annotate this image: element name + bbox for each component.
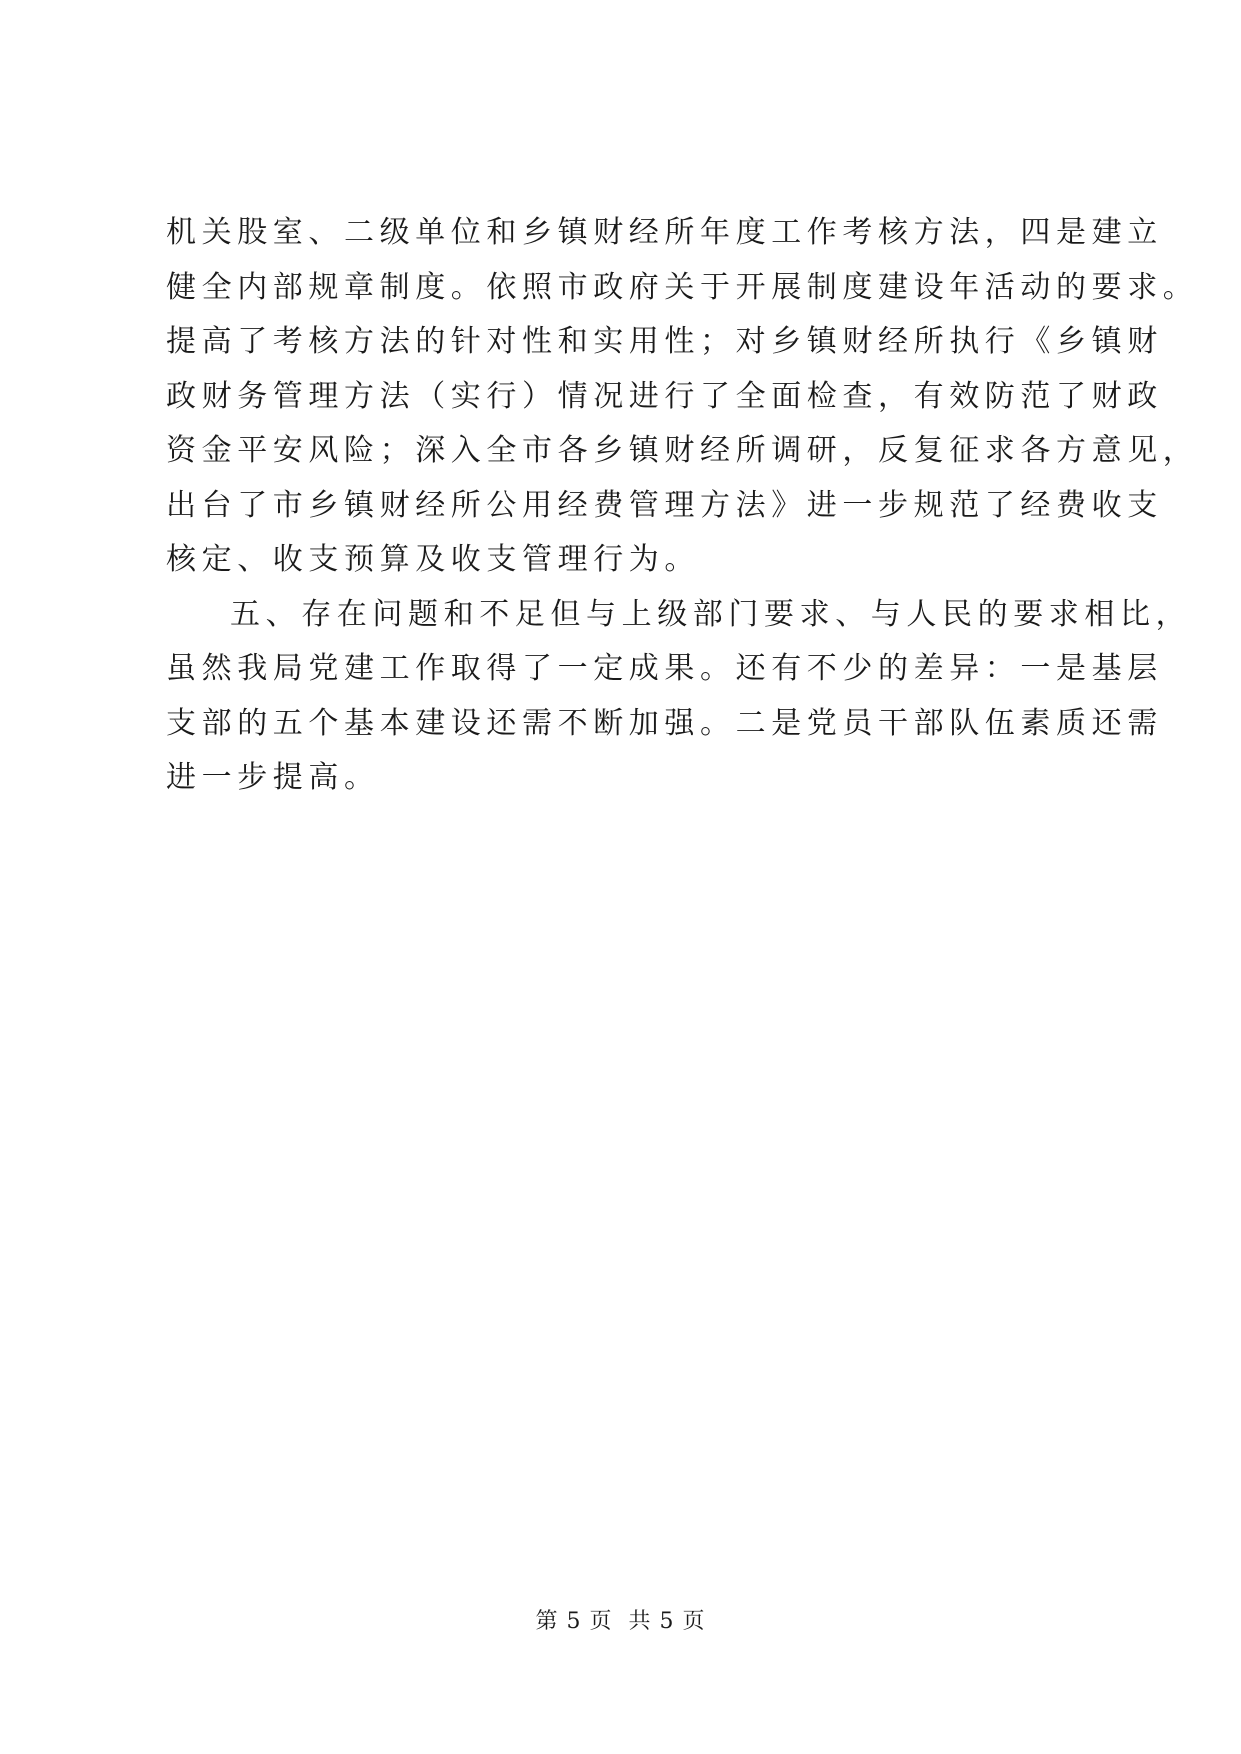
document-body [166, 206, 1199, 806]
text-line: 支部的五个基本建设还需不断加强。二是党员干部队伍素质还需 [166, 705, 1163, 741]
paragraph-1 [166, 206, 1199, 588]
page-number-footer: 第 5 页 共 5 页 [535, 1609, 706, 1634]
text-line: 资金平安风险；深入全市各乡镇财经所调研，反复征求各方意见， [166, 433, 1199, 468]
text-line: 进一步提高。 [166, 760, 380, 795]
text-line: 虽然我局党建工作取得了一定成果。还有不少的差异：一是基层 [166, 651, 1163, 686]
text-line: 机关股室、二级单位和乡镇财经所年度工作考核方法，四是建立 [166, 215, 1163, 250]
paragraph-2 [166, 588, 1192, 806]
text-line: 健全内部规章制度。依照市政府关于开展制度建设年活动的要求。 [166, 269, 1199, 305]
text-line: 提高了考核方法的针对性和实用性；对乡镇财经所执行《乡镇财 [166, 324, 1163, 359]
text-line: 核定、收支预算及收支管理行为。 [166, 542, 700, 577]
text-line: 出台了市乡镇财经所公用经费管理方法》进一步规范了经费收支 [166, 487, 1163, 523]
text-line: 五、存在问题和不足但与上级部门要求、与人民的要求相比， [230, 596, 1192, 632]
text-line: 政财务管理方法（实行）情况进行了全面检查，有效防范了财政 [166, 378, 1163, 414]
